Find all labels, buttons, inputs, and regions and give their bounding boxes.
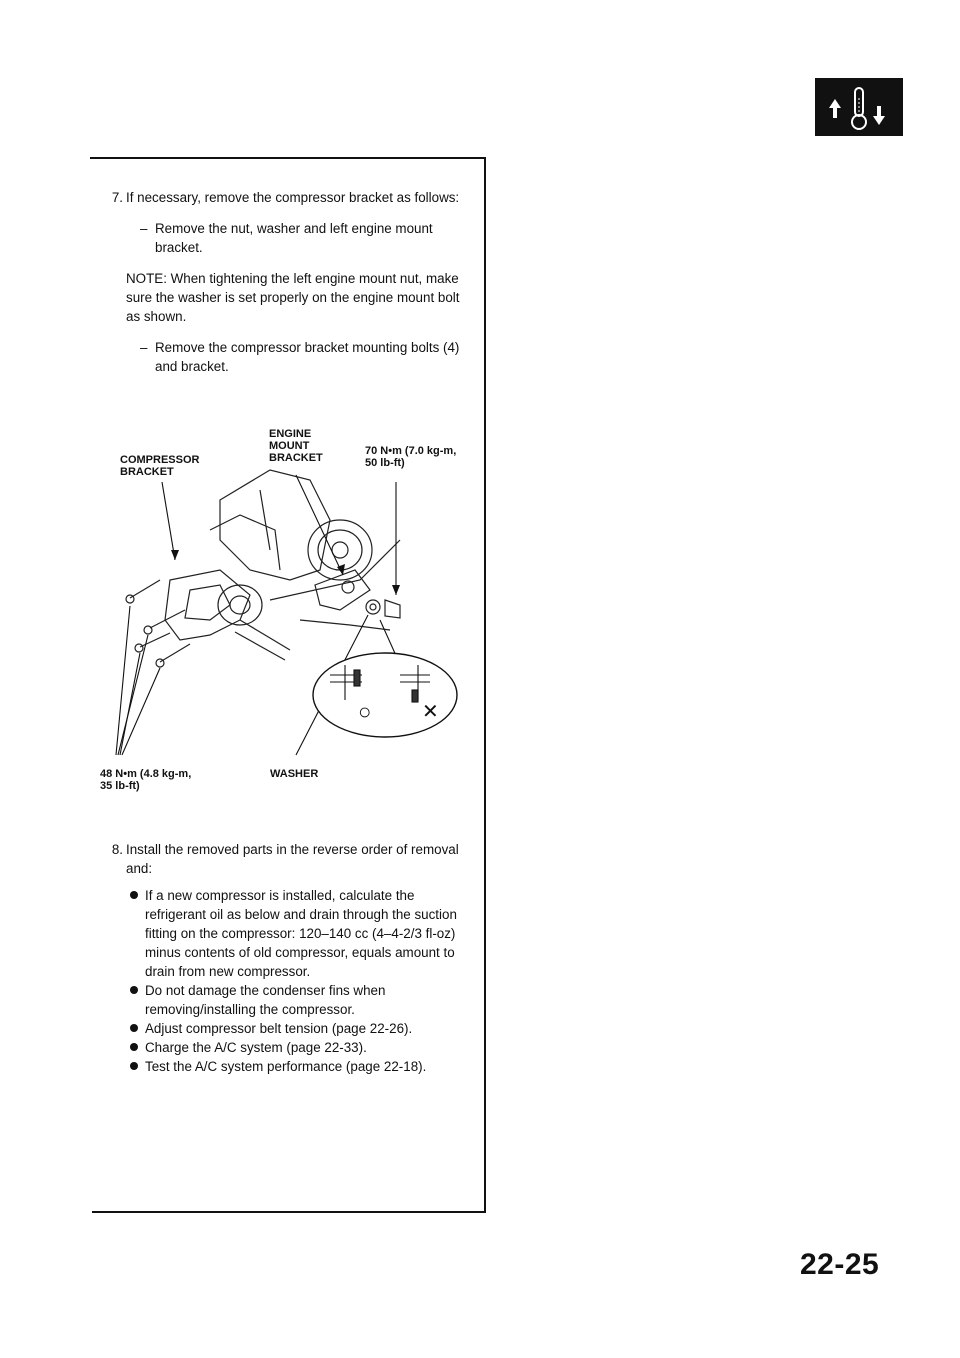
- frame-right-rule: [484, 157, 486, 1213]
- engine-mount-label-line-2: MOUNT: [269, 440, 310, 452]
- engine-mount-bracket-label: [269, 428, 323, 464]
- step-8-text: Install the removed parts in the reverse order of removal and:: [126, 842, 459, 876]
- list-item: [130, 886, 475, 981]
- bullet-dot-icon: [130, 1062, 138, 1070]
- dash-symbol: –: [140, 340, 148, 355]
- list-item: [130, 981, 475, 1019]
- compressor-bracket-label: [120, 454, 199, 478]
- bullet-dot-icon: [130, 1024, 138, 1032]
- step-8-number: 8.: [111, 842, 123, 857]
- list-item-text: Test the A/C system performance (page 22-18).: [145, 1059, 427, 1074]
- note-text: NOTE: When tightening the left engine mount nut, make sure the washer is set properly on the engine mount bolt as shown.: [126, 271, 460, 324]
- list-item-text: If a new compressor is installed, calculate the refrigerant oil as below and drain through the suction fitting on the compressor: 120–140 cc (4–4-2/3 fl-oz) minus contents of old compressor, equals amount to drain from new compressor.: [145, 888, 457, 979]
- torque-bottom-line-1: 48 N•m (4.8 kg-m,: [100, 768, 192, 780]
- step-8-bullet-list: [103, 886, 475, 1076]
- list-item-text: Adjust compressor belt tension (page 22-26).: [145, 1021, 413, 1036]
- list-item: [130, 1057, 475, 1076]
- washer-label: WASHER: [270, 768, 319, 780]
- list-item-text: Do not damage the condenser fins when removing/installing the compressor.: [145, 983, 386, 1017]
- dash-symbol: –: [140, 221, 148, 236]
- compressor-bracket-label-line-2: BRACKET: [120, 466, 174, 478]
- incorrect-symbol: ✕: [422, 701, 439, 723]
- torque-top-line-1: 70 N•m (7.0 kg-m,: [365, 445, 457, 457]
- step-7-dash-1: [126, 219, 475, 257]
- correct-symbol: ○: [358, 699, 372, 724]
- bullet-dot-icon: [130, 1043, 138, 1051]
- frame-top-rule: [90, 157, 486, 159]
- step-7-number: 7.: [111, 190, 123, 205]
- dash-1-text: Remove the nut, washer and left engine mount bracket.: [155, 221, 433, 255]
- list-item: [130, 1019, 475, 1038]
- dash-2-text: Remove the compressor bracket mounting bolts (4) and bracket.: [155, 340, 460, 374]
- step-7-dash-2: [126, 338, 475, 376]
- page-number: 22-25: [800, 1248, 880, 1281]
- list-item: [130, 1038, 475, 1057]
- bullet-dot-icon: [130, 986, 138, 994]
- bullet-dot-icon: [130, 891, 138, 899]
- compressor-bracket-figure: [100, 420, 480, 800]
- list-item-text: Charge the A/C system (page 22-33).: [145, 1040, 367, 1055]
- torque-bottom-label: [100, 768, 191, 792]
- torque-top-line-2: 50 lb-ft): [365, 457, 405, 469]
- frame-bottom-rule: [92, 1211, 486, 1213]
- step-7-text: If necessary, remove the compressor bracket as follows:: [126, 190, 460, 205]
- compressor-bracket-label-line-1: COMPRESSOR: [120, 454, 200, 466]
- torque-bottom-line-2: 35 lb-ft): [100, 780, 140, 792]
- step-7-section: [103, 188, 475, 376]
- step-8: [103, 840, 475, 878]
- torque-top-label: [365, 445, 456, 469]
- step-8-section: [103, 840, 475, 1076]
- washer-detail-callout: [313, 653, 457, 737]
- engine-mount-label-line-1: ENGINE: [269, 428, 312, 440]
- engine-mount-label-line-3: BRACKET: [269, 452, 323, 464]
- step-7: [103, 188, 475, 376]
- thermometer-up-down-icon: [815, 78, 903, 136]
